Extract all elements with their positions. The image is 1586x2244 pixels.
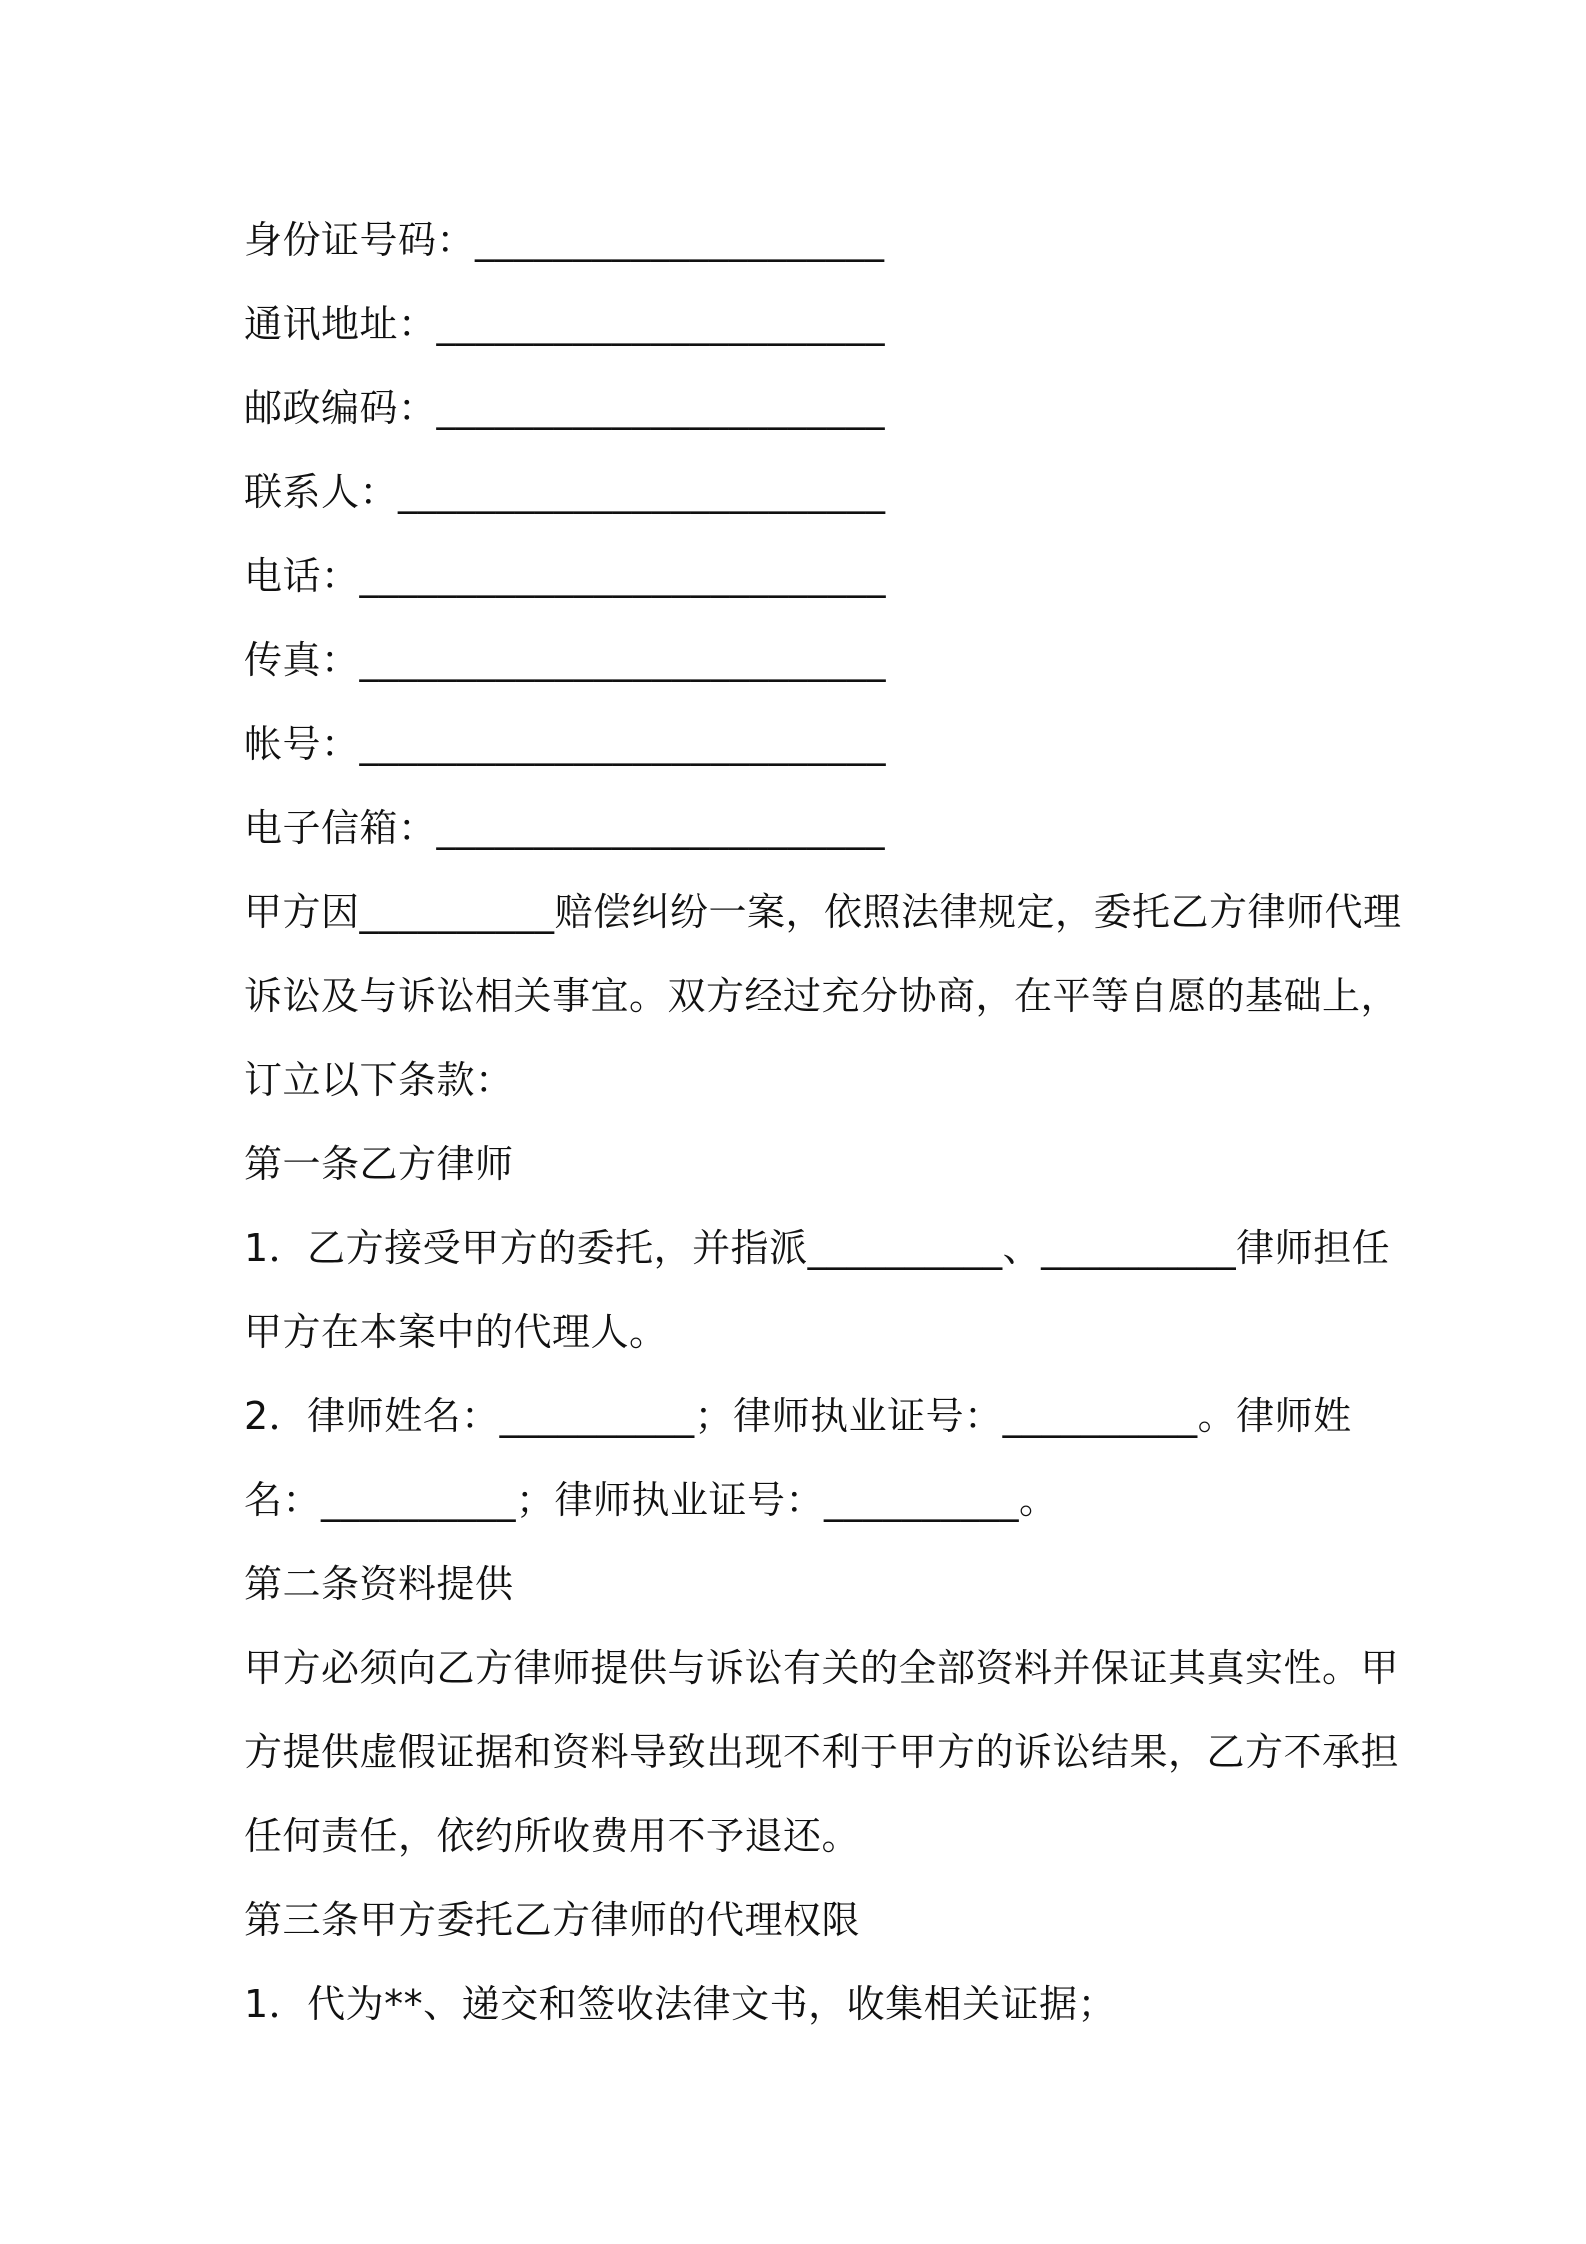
field-email: 电子信箱：_______________________ bbox=[244, 806, 886, 850]
field-postal-code: 邮政编码：_______________________ bbox=[244, 386, 886, 430]
article3-heading: 第三条甲方委托乙方律师的代理权限 bbox=[244, 1898, 861, 1942]
intro-line-3: 订立以下条款： bbox=[244, 1058, 514, 1102]
article1-heading: 第一条乙方律师 bbox=[244, 1142, 514, 1186]
article2-line-2: 方提供虚假证据和资料导致出现不利于甲方的诉讼结果，乙方不承担 bbox=[244, 1730, 1400, 1774]
intro-line-1: 甲方因__________赔偿纠纷一案，依照法律规定，委托乙方律师代理 bbox=[244, 890, 1402, 934]
intro-line-2: 诉讼及与诉讼相关事宜。双方经过充分协商，在平等自愿的基础上， bbox=[244, 974, 1400, 1018]
article1-line-4: 名：__________；律师执业证号：__________。 bbox=[244, 1478, 1058, 1522]
article3-line-1: 1．代为**、递交和签收法律文书，收集相关证据； bbox=[244, 1982, 1117, 2026]
article1-line-1: 1．乙方接受甲方的委托，并指派__________、__________律师担任 bbox=[244, 1226, 1391, 1270]
document-page bbox=[244, 198, 1402, 2046]
field-account: 帐号：___________________________ bbox=[244, 722, 887, 766]
field-fax: 传真：___________________________ bbox=[244, 638, 887, 682]
article1-line-2: 甲方在本案中的代理人。 bbox=[244, 1310, 668, 1354]
article2-line-1: 甲方必须向乙方律师提供与诉讼有关的全部资料并保证其真实性。甲 bbox=[244, 1646, 1400, 1690]
field-contact-person: 联系人：_________________________ bbox=[244, 470, 886, 514]
article2-heading: 第二条资料提供 bbox=[244, 1562, 514, 1606]
field-id-number: 身份证号码：_____________________ bbox=[244, 218, 885, 262]
field-phone: 电话：___________________________ bbox=[244, 554, 887, 598]
article2-line-3: 任何责任，依约所收费用不予退还。 bbox=[244, 1814, 861, 1858]
article1-line-3: 2．律师姓名：__________；律师执业证号：__________。律师姓 bbox=[244, 1394, 1352, 1438]
field-address: 通讯地址：_______________________ bbox=[244, 302, 886, 346]
